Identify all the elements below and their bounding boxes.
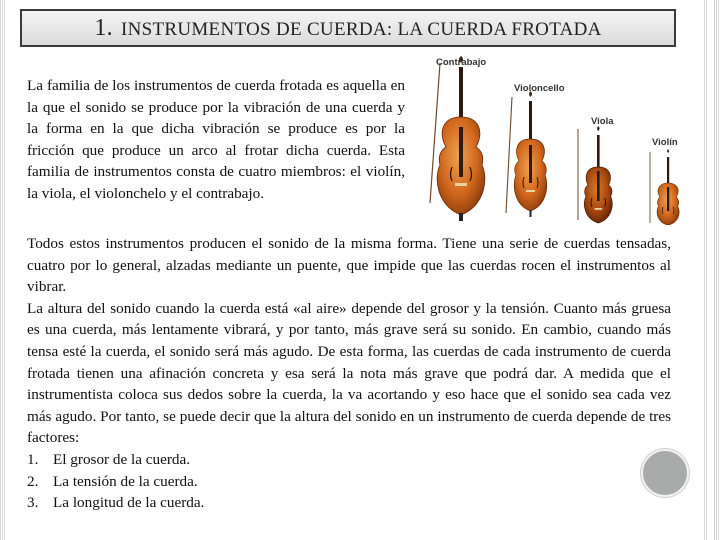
list-item <box>27 449 671 471</box>
body-text <box>27 233 671 514</box>
title-text: INSTRUMENTOS DE CUERDA: LA CUERDA FROTADA <box>120 18 602 40</box>
list-item-text: El grosor de la cuerda. <box>53 450 191 468</box>
factors-list <box>27 449 671 514</box>
right-border-decoration <box>714 0 720 540</box>
label-violonchelo: Violoncello <box>514 83 565 94</box>
instruments-figure <box>428 55 690 225</box>
list-item <box>27 492 671 514</box>
title-line <box>94 15 601 42</box>
cello-icon <box>506 91 547 217</box>
paragraph-sound-production: Todos estos instrumentos producen el sonido de la misma forma. Tiene una serie de cuerdas tensadas, cuatro por lo general, alzadas mediante un puente, que impide que las cuerdas rocen el instrumentos al vibrar. <box>27 235 671 296</box>
list-item-number: 2. <box>27 472 39 490</box>
paragraph-pitch-factors: La altura del sonido cuando la cuerda está «al aire» depende del grosor y la tensión. Cuanto más gruesa es una cuerda, más lentamente vibrará, y por tanto, más grave será su sonido. En cambio, cuando más tensa esté la cuerda, el sonido será más agudo. De esta forma, las cuerdas de cada instrumento de cuerda frotada tienen una afinación concreta y esa será la nota más grave que podrá dar. A medida que el instrumentista coloca sus dedos sobre la cuerda, la va acortando y eso hace que el sonido sea cada vez más agudo. Por tanto, se puede decir que la altura del sonido en un instrumento de cuerda depende de tres factores: <box>27 299 671 447</box>
label-viola: Viola <box>591 116 614 127</box>
right-inner-border-decoration <box>704 0 708 540</box>
double-bass-icon <box>430 56 485 221</box>
left-border-decoration <box>0 0 6 540</box>
intro-paragraph: La familia de los instrumentos de cuerda frotada es aquella en la que el sonido se produce por la vibración de una cuerda y la forma en la que dicha vibración se produce es por la fricción que produce un arco al frotar dicha cuerda. Esta familia de instrumentos consta de cuatro miembros: el violín, la viola, el violonchelo y el contrabajo. <box>27 77 405 202</box>
violin-icon <box>650 149 679 225</box>
label-violin: Violín <box>652 137 678 148</box>
instruments-illustration <box>428 55 690 225</box>
decorative-circle <box>641 449 689 497</box>
slide-title <box>20 9 676 47</box>
list-item <box>27 471 671 493</box>
list-item-text: La longitud de la cuerda. <box>53 494 205 512</box>
list-item-number: 3. <box>27 494 39 512</box>
label-contrabajo: Contrabajo <box>436 57 487 68</box>
list-item-number: 1. <box>27 450 39 468</box>
viola-icon <box>578 126 612 223</box>
title-number: 1. <box>94 14 113 41</box>
list-item-text: La tensión de la cuerda. <box>53 472 198 490</box>
